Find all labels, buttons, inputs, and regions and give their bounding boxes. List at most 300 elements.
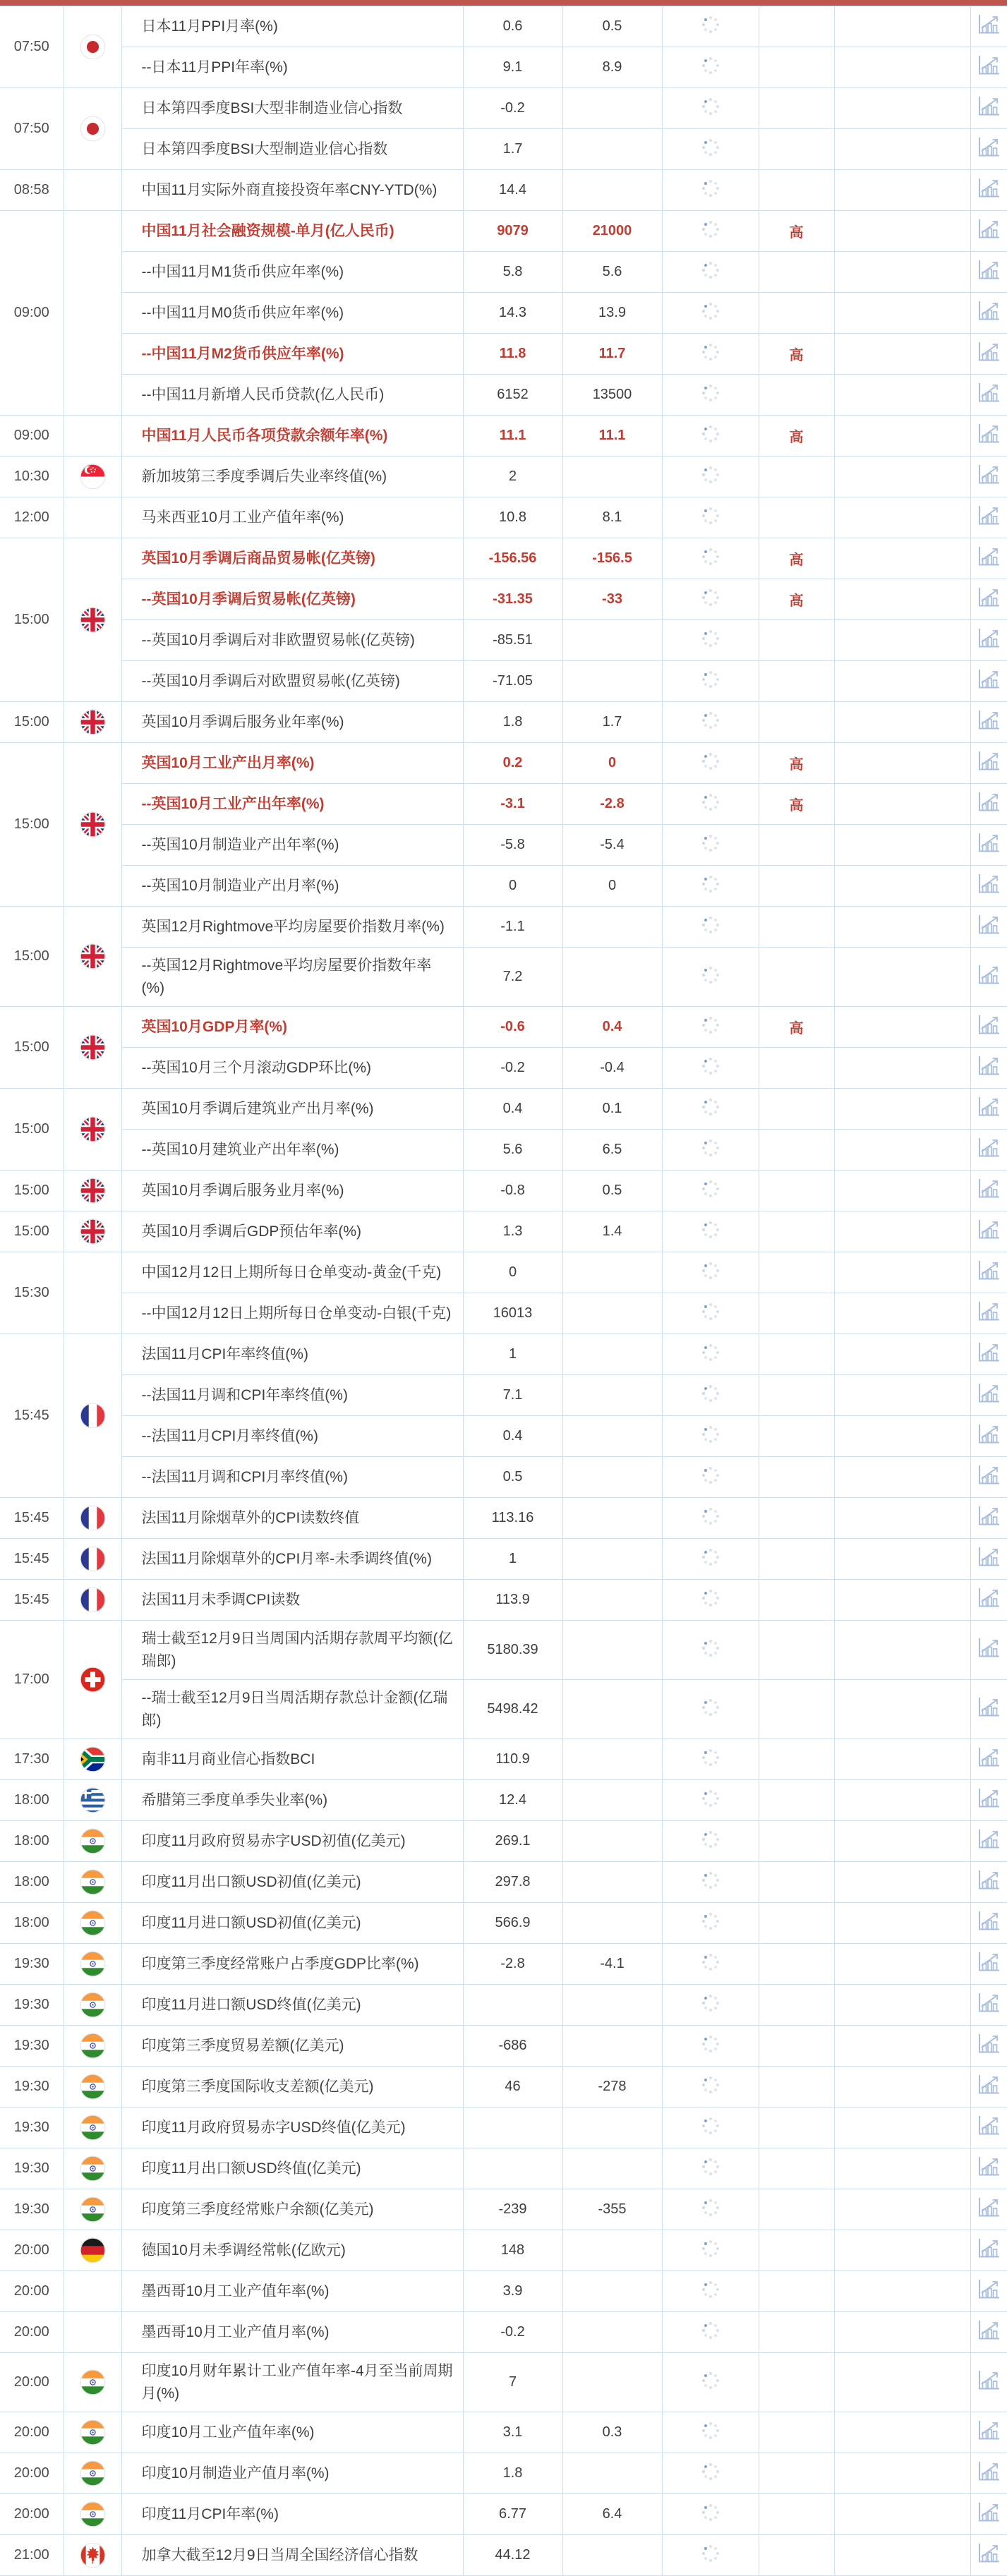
chart-icon[interactable] (977, 1219, 1001, 1240)
forecast-value (562, 456, 662, 497)
empty-cell (834, 1944, 970, 1985)
chart-cell (970, 1621, 1007, 1680)
loading-spinner-icon (700, 2074, 721, 2096)
chart-icon[interactable] (977, 1300, 1001, 1322)
chart-icon[interactable] (977, 668, 1001, 690)
chart-icon[interactable] (977, 545, 1001, 567)
importance-badge (759, 1780, 834, 1821)
loading-spinner-icon (700, 1137, 721, 1159)
loading-spinner-icon (700, 751, 721, 772)
chart-cell (970, 1498, 1007, 1539)
importance-badge (759, 6, 834, 47)
actual-value: 5180.39 (463, 1621, 562, 1680)
event-row (0, 825, 1007, 866)
loading-spinner-icon (700, 1260, 721, 1281)
time-cell: 07:50 (0, 88, 64, 170)
chart-icon[interactable] (977, 1696, 1001, 1718)
event-name: 印度10月财年累计工业产值年率-4月至当前周期月(%) (121, 2353, 463, 2412)
calendar-body (0, 6, 1007, 2576)
forecast-value: -156.5 (562, 538, 662, 579)
importance-badge: 高 (759, 416, 834, 456)
chart-cell (970, 1680, 1007, 1739)
event-row (0, 1498, 1007, 1539)
chart-icon[interactable] (977, 1546, 1001, 1568)
chart-icon[interactable] (977, 259, 1001, 281)
event-row (0, 538, 1007, 579)
france-flag-icon (80, 1591, 106, 1607)
importance-badge: 高 (759, 334, 834, 375)
chart-icon[interactable] (977, 2319, 1001, 2341)
country-flag-cell (64, 6, 121, 88)
country-flag-cell (64, 1944, 121, 1985)
chart-icon[interactable] (977, 791, 1001, 813)
importance-badge (759, 1821, 834, 1862)
actual-value: 0.2 (463, 743, 562, 784)
chart-icon[interactable] (977, 54, 1001, 76)
event-name: 日本11月PPI月率(%) (121, 6, 463, 47)
importance-badge (759, 2189, 834, 2230)
loading-spinner-icon (700, 2197, 721, 2218)
event-row (0, 293, 1007, 334)
event-row (0, 1334, 1007, 1375)
event-row (0, 211, 1007, 252)
event-row (0, 2148, 1007, 2189)
empty-cell (834, 1621, 970, 1680)
forecast-value (562, 1539, 662, 1580)
chart-icon[interactable] (977, 1341, 1001, 1363)
time-cell: 15:00 (0, 743, 64, 907)
forecast-value: 13.9 (562, 293, 662, 334)
actual-value: 3.1 (463, 2412, 562, 2453)
france-flag-icon (80, 1407, 106, 1423)
chart-cell (970, 1821, 1007, 1862)
previous-value-cell (662, 2189, 759, 2230)
chart-icon[interactable] (977, 1423, 1001, 1445)
loading-spinner-icon (700, 914, 721, 936)
forecast-value (562, 2108, 662, 2148)
event-row (0, 2494, 1007, 2535)
event-name: --英国12月Rightmove平均房屋要价指数年率(%) (121, 948, 463, 1007)
forecast-value (562, 1680, 662, 1739)
time-cell: 09:00 (0, 211, 64, 416)
previous-value-cell (662, 1780, 759, 1821)
importance-badge (759, 620, 834, 661)
time-cell: 15:45 (0, 1334, 64, 1498)
chart-cell (970, 1903, 1007, 1944)
event-row (0, 1252, 1007, 1293)
empty-cell (834, 579, 970, 620)
empty-cell (834, 2148, 970, 2189)
country-flag-cell (64, 1334, 121, 1498)
loading-spinner-icon (700, 1638, 721, 1659)
importance-badge (759, 1498, 834, 1539)
chart-cell (970, 2148, 1007, 2189)
event-name: 瑞士截至12月9日当周国内活期存款周平均额(亿瑞郎) (121, 1621, 463, 1680)
chart-icon[interactable] (977, 832, 1001, 854)
chart-icon[interactable] (977, 2419, 1001, 2441)
chart-icon[interactable] (977, 1464, 1001, 1486)
chart-cell (970, 2312, 1007, 2353)
forecast-value (562, 1252, 662, 1293)
empty-cell (834, 497, 970, 538)
event-name: 英国10月GDP月率(%) (121, 1007, 463, 1048)
chart-icon[interactable] (977, 1055, 1001, 1077)
loading-spinner-icon (700, 2156, 721, 2177)
chart-icon[interactable] (977, 1637, 1001, 1659)
empty-cell (834, 456, 970, 497)
chart-icon[interactable] (977, 2278, 1001, 2300)
loading-spinner-icon (700, 464, 721, 485)
time-cell: 20:00 (0, 2312, 64, 2353)
chart-cell (970, 948, 1007, 1007)
chart-icon[interactable] (977, 1259, 1001, 1281)
chart-icon[interactable] (977, 504, 1001, 526)
actual-value: -1.1 (463, 907, 562, 948)
loading-spinner-icon (700, 1788, 721, 1809)
chart-icon[interactable] (977, 750, 1001, 772)
importance-badge (759, 702, 834, 743)
event-row (0, 497, 1007, 538)
event-name: 中国11月社会融资规模-单月(亿人民币) (121, 211, 463, 252)
event-name: 印度11月政府贸易赤字USD终值(亿美元) (121, 2108, 463, 2148)
actual-value: 113.16 (463, 1498, 562, 1539)
empty-cell (834, 2412, 970, 2453)
chart-icon[interactable] (977, 13, 1001, 35)
previous-value-cell (662, 1580, 759, 1621)
chart-icon[interactable] (977, 341, 1001, 363)
forecast-value (562, 129, 662, 170)
event-name: 印度11月政府贸易赤字USD初值(亿美元) (121, 1821, 463, 1862)
time-cell: 19:30 (0, 2026, 64, 2067)
empty-cell (834, 1089, 970, 1130)
previous-value-cell (662, 252, 759, 293)
importance-badge (759, 907, 834, 948)
previous-value-cell (662, 1171, 759, 1211)
chart-icon[interactable] (977, 1787, 1001, 1809)
forecast-value (562, 1903, 662, 1944)
previous-value-cell (662, 620, 759, 661)
importance-badge (759, 88, 834, 129)
forecast-value (562, 620, 662, 661)
chart-cell (970, 47, 1007, 88)
previous-value-cell (662, 702, 759, 743)
actual-value: -3.1 (463, 784, 562, 825)
event-name: 英国10月季调后商品贸易帐(亿英镑) (121, 538, 463, 579)
country-flag-cell (64, 1739, 121, 1780)
empty-cell (834, 2453, 970, 2494)
chart-icon[interactable] (977, 914, 1001, 936)
forecast-value (562, 2353, 662, 2412)
forecast-value: 0.4 (562, 1007, 662, 1048)
header-bottom-bar (0, 0, 1007, 6)
chart-icon[interactable] (977, 627, 1001, 649)
importance-badge (759, 2271, 834, 2312)
event-name: 法国11月除烟草外的CPI读数终值 (121, 1498, 463, 1539)
importance-badge (759, 2067, 834, 2108)
event-row (0, 252, 1007, 293)
chart-icon[interactable] (977, 1505, 1001, 1527)
chart-icon[interactable] (977, 136, 1001, 158)
chart-cell (970, 1130, 1007, 1171)
time-cell: 08:58 (0, 170, 64, 211)
loading-spinner-icon (700, 14, 721, 35)
importance-badge (759, 661, 834, 702)
time-cell: 21:00 (0, 2535, 64, 2576)
previous-value-cell (662, 1293, 759, 1334)
importance-badge (759, 1944, 834, 1985)
previous-value-cell (662, 825, 759, 866)
chart-icon[interactable] (977, 177, 1001, 199)
actual-value: 14.4 (463, 170, 562, 211)
empty-cell (834, 1130, 970, 1171)
chart-icon[interactable] (977, 1587, 1001, 1609)
importance-badge (759, 1539, 834, 1580)
importance-badge (759, 2148, 834, 2189)
event-row (0, 2230, 1007, 2271)
japan-flag-icon (80, 38, 106, 54)
country-flag-cell (64, 88, 121, 170)
chart-icon[interactable] (977, 464, 1001, 485)
importance-badge (759, 2453, 834, 2494)
chart-icon[interactable] (977, 964, 1001, 986)
chart-cell (970, 825, 1007, 866)
time-cell: 20:00 (0, 2353, 64, 2412)
empty-cell (834, 1457, 970, 1498)
forecast-value (562, 2312, 662, 2353)
chart-icon[interactable] (977, 586, 1001, 608)
loading-spinner-icon (700, 2320, 721, 2341)
empty-cell (834, 2230, 970, 2271)
forecast-value: 8.1 (562, 497, 662, 538)
importance-badge (759, 1089, 834, 1130)
time-cell: 15:00 (0, 538, 64, 702)
event-row (0, 375, 1007, 416)
importance-badge (759, 2230, 834, 2271)
previous-value-cell (662, 1375, 759, 1416)
chart-icon[interactable] (977, 2074, 1001, 2096)
importance-badge (759, 1252, 834, 1293)
previous-value-cell (662, 2108, 759, 2148)
chart-icon[interactable] (977, 382, 1001, 404)
actual-value: 7.2 (463, 948, 562, 1007)
loading-spinner-icon (700, 1697, 721, 1718)
chart-icon[interactable] (977, 1992, 1001, 2014)
chart-cell (970, 1944, 1007, 1985)
empty-cell (834, 334, 970, 375)
actual-value: 16013 (463, 1293, 562, 1334)
previous-value-cell (662, 1539, 759, 1580)
chart-icon[interactable] (977, 2542, 1001, 2564)
loading-spinner-icon (700, 1383, 721, 1404)
country-flag-cell (64, 456, 121, 497)
chart-icon[interactable] (977, 1178, 1001, 1199)
event-row (0, 1944, 1007, 1985)
time-cell: 20:00 (0, 2271, 64, 2312)
loading-spinner-icon (700, 55, 721, 76)
india-flag-icon (80, 1996, 106, 2012)
chart-icon[interactable] (977, 95, 1001, 117)
uk-flag-icon (80, 611, 106, 627)
chart-cell (970, 334, 1007, 375)
chart-icon[interactable] (977, 2196, 1001, 2218)
empty-cell (834, 1334, 970, 1375)
empty-cell (834, 1780, 970, 1821)
chart-icon[interactable] (977, 1746, 1001, 1768)
event-row (0, 1821, 1007, 1862)
chart-cell (970, 1293, 1007, 1334)
importance-badge (759, 129, 834, 170)
actual-value: 0 (463, 866, 562, 907)
chart-icon[interactable] (977, 2460, 1001, 2482)
event-row (0, 1903, 1007, 1944)
chart-icon[interactable] (977, 709, 1001, 731)
chart-cell (970, 1007, 1007, 1048)
empty-cell (834, 907, 970, 948)
event-row (0, 2535, 1007, 2576)
event-row (0, 129, 1007, 170)
actual-value: -71.05 (463, 661, 562, 702)
forecast-value (562, 907, 662, 948)
india-flag-icon (80, 2424, 106, 2440)
loading-spinner-icon (700, 1056, 721, 1077)
event-name: 英国10月季调后服务业月率(%) (121, 1171, 463, 1211)
event-row (0, 1416, 1007, 1457)
empty-cell (834, 375, 970, 416)
loading-spinner-icon (700, 301, 721, 322)
time-cell: 15:45 (0, 1539, 64, 1580)
actual-value: -85.51 (463, 620, 562, 661)
chart-icon[interactable] (977, 2237, 1001, 2259)
chart-icon[interactable] (977, 2501, 1001, 2523)
importance-badge (759, 1739, 834, 1780)
loading-spinner-icon (700, 1911, 721, 1932)
chart-icon[interactable] (977, 2155, 1001, 2177)
event-row (0, 1621, 1007, 1680)
empty-cell (834, 538, 970, 579)
forecast-value: -5.4 (562, 825, 662, 866)
loading-spinner-icon (700, 96, 721, 117)
actual-value: 0.4 (463, 1089, 562, 1130)
economic-calendar-table (0, 6, 1007, 2576)
previous-value-cell (662, 129, 759, 170)
uk-flag-icon (80, 1039, 106, 1055)
time-cell: 19:30 (0, 1944, 64, 1985)
loading-spinner-icon (700, 137, 721, 158)
actual-value: 0.5 (463, 1457, 562, 1498)
chart-icon[interactable] (977, 1910, 1001, 1932)
actual-value: -0.2 (463, 1048, 562, 1089)
chart-cell (970, 1539, 1007, 1580)
actual-value: 566.9 (463, 1903, 562, 1944)
country-flag-cell (64, 907, 121, 1007)
chart-icon[interactable] (977, 1096, 1001, 1118)
event-row (0, 6, 1007, 47)
actual-value: 1 (463, 1334, 562, 1375)
previous-value-cell (662, 416, 759, 456)
loading-spinner-icon (700, 341, 721, 363)
previous-value-cell (662, 1416, 759, 1457)
previous-value-cell (662, 2412, 759, 2453)
importance-badge (759, 1457, 834, 1498)
country-flag-cell (64, 1780, 121, 1821)
chart-icon[interactable] (977, 1137, 1001, 1159)
previous-value-cell (662, 743, 759, 784)
event-name: --中国11月M1货币供应年率(%) (121, 252, 463, 293)
chart-icon[interactable] (977, 1869, 1001, 1891)
forecast-value: 0 (562, 866, 662, 907)
event-name: 印度11月进口额USD终值(亿美元) (121, 1985, 463, 2026)
chart-cell (970, 2067, 1007, 2108)
country-flag-cell (64, 2026, 121, 2067)
time-cell: 15:00 (0, 1007, 64, 1089)
event-name: --法国11月调和CPI月率终值(%) (121, 1457, 463, 1498)
importance-badge: 高 (759, 743, 834, 784)
actual-value: 1.7 (463, 129, 562, 170)
event-row (0, 1539, 1007, 1580)
importance-badge: 高 (759, 211, 834, 252)
chart-icon[interactable] (977, 300, 1001, 322)
loading-spinner-icon (700, 1829, 721, 1850)
time-cell: 17:00 (0, 1621, 64, 1739)
country-flag-cell (64, 497, 121, 538)
chart-icon[interactable] (977, 2369, 1001, 2391)
forecast-value (562, 661, 662, 702)
chart-cell (970, 2026, 1007, 2067)
chart-icon[interactable] (977, 873, 1001, 895)
previous-value-cell (662, 2494, 759, 2535)
germany-flag-icon (80, 2242, 106, 2258)
importance-badge (759, 1211, 834, 1252)
loading-spinner-icon (700, 1178, 721, 1199)
chart-icon[interactable] (977, 2115, 1001, 2136)
empty-cell (834, 2312, 970, 2353)
chart-icon[interactable] (977, 1014, 1001, 1036)
event-row (0, 1007, 1007, 1048)
event-name: 南非11月商业信心指数BCI (121, 1739, 463, 1780)
importance-badge (759, 1903, 834, 1944)
previous-value-cell (662, 948, 759, 1007)
india-flag-icon (80, 2160, 106, 2176)
chart-icon[interactable] (977, 423, 1001, 445)
chart-icon[interactable] (977, 1951, 1001, 1973)
country-flag-cell (64, 538, 121, 702)
actual-value: 2 (463, 456, 562, 497)
country-flag-cell (64, 1007, 121, 1089)
event-name: 印度第三季度经常账户余额(亿美元) (121, 2189, 463, 2230)
event-name: 中国12月12日上期所每日仓单变动-黄金(千克) (121, 1252, 463, 1293)
event-row (0, 1375, 1007, 1416)
actual-value: 14.3 (463, 293, 562, 334)
chart-cell (970, 1780, 1007, 1821)
event-row (0, 1680, 1007, 1739)
chart-icon[interactable] (977, 218, 1001, 240)
chart-icon[interactable] (977, 2033, 1001, 2055)
chart-icon[interactable] (977, 1382, 1001, 1404)
uk-flag-icon (80, 1182, 106, 1198)
previous-value-cell (662, 1457, 759, 1498)
importance-badge: 高 (759, 538, 834, 579)
india-flag-icon (80, 2505, 106, 2522)
france-flag-icon (80, 1550, 106, 1566)
time-cell: 12:00 (0, 497, 64, 538)
actual-value: 11.1 (463, 416, 562, 456)
empty-cell (834, 2189, 970, 2230)
chart-cell (970, 2189, 1007, 2230)
chart-icon[interactable] (977, 1828, 1001, 1850)
loading-spinner-icon (700, 2461, 721, 2482)
loading-spinner-icon (700, 1506, 721, 1527)
empty-cell (834, 1416, 970, 1457)
